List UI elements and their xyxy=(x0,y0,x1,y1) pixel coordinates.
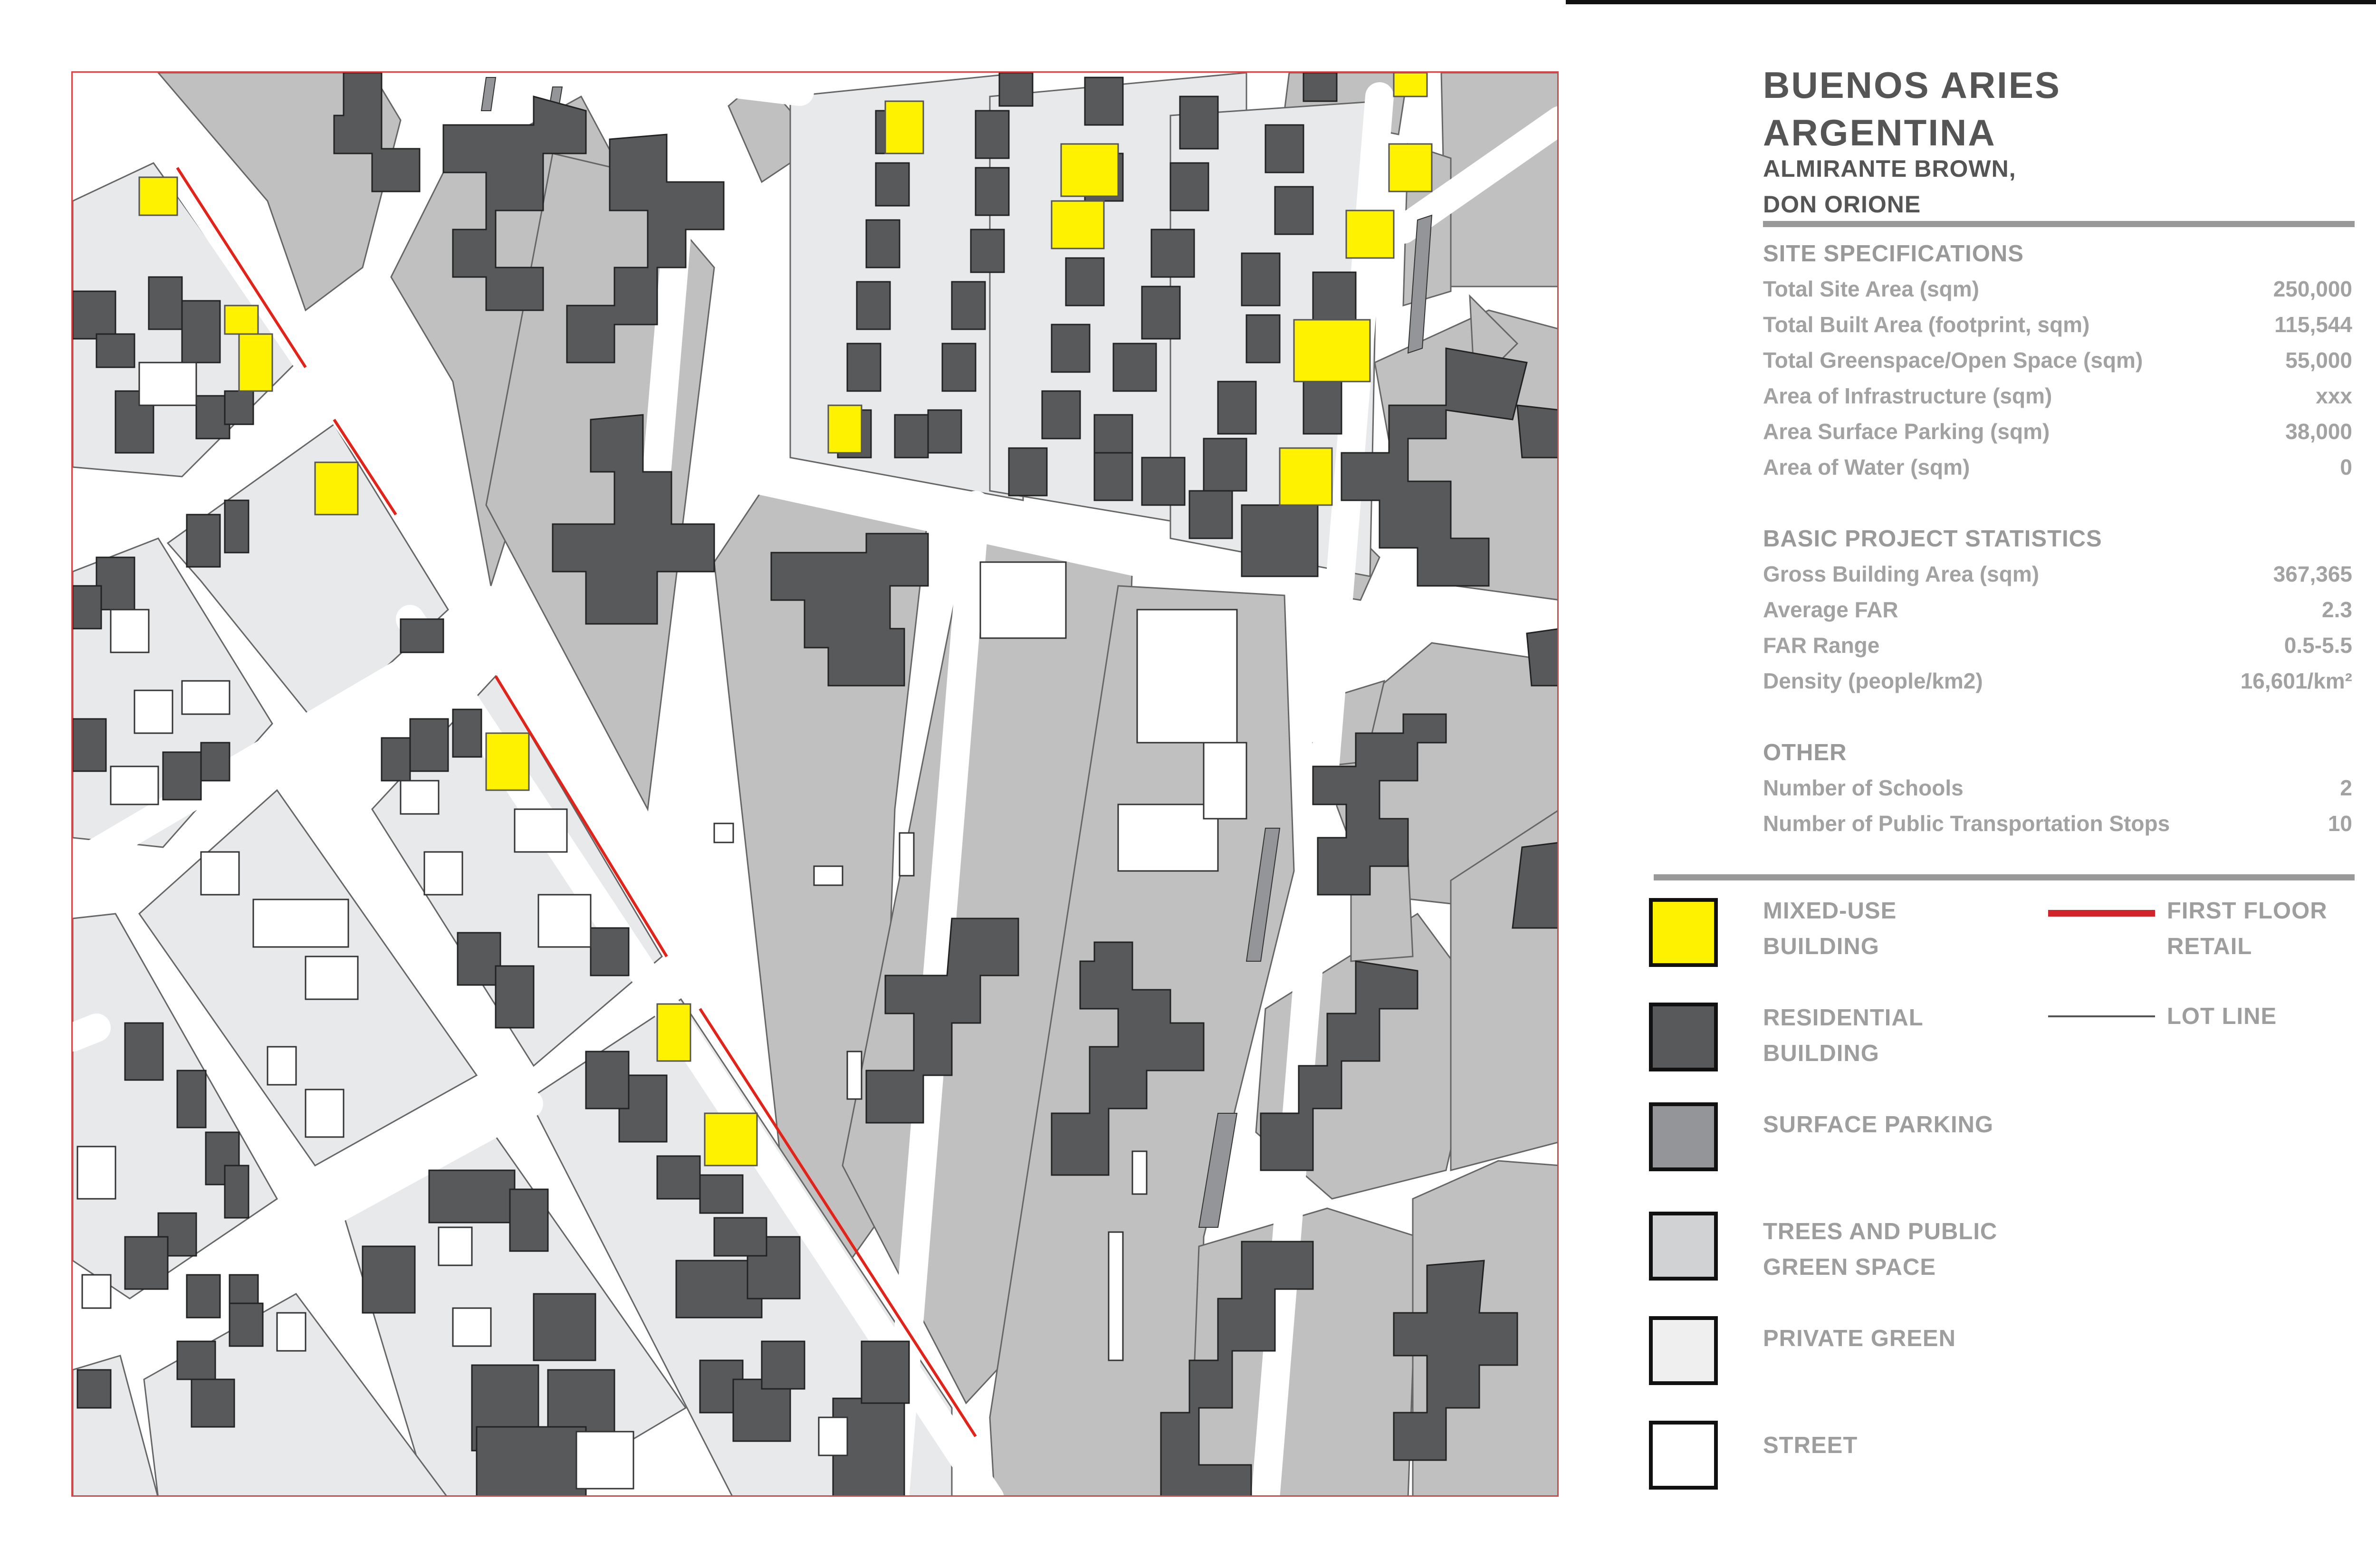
private-green-label: PRIVATE GREEN xyxy=(1763,1326,1956,1351)
spec-value: xxx xyxy=(2316,383,2352,408)
surface-parking-label: SURFACE PARKING xyxy=(1763,1112,1994,1138)
title-country: ARGENTINA xyxy=(1763,112,1996,153)
stat-row xyxy=(1763,563,2352,592)
street-label: STREET xyxy=(1763,1433,1858,1458)
other-value: 2 xyxy=(2340,775,2352,800)
spec-label: Area of Infrastructure (sqm) xyxy=(1763,383,2052,408)
spec-row xyxy=(1763,314,2352,342)
spec-label: Total Built Area (footprint, sqm) xyxy=(1763,312,2090,337)
stat-value: 2.3 xyxy=(2322,597,2352,622)
legend-rule xyxy=(1654,874,2355,880)
title-rule xyxy=(1763,221,2355,227)
stat-label: Density (people/km2) xyxy=(1763,669,1983,693)
stat-value: 0.5-5.5 xyxy=(2284,633,2352,658)
other-row xyxy=(1763,777,2352,805)
other-row xyxy=(1763,813,2352,841)
first-floor-retail-label: FIRST FLOOR RETAIL xyxy=(2167,898,2328,959)
lot-line-label: LOT LINE xyxy=(2167,1004,2277,1029)
stat-label: Average FAR xyxy=(1763,597,1898,622)
spec-value: 55,000 xyxy=(2285,348,2352,373)
surface-parking-swatch xyxy=(1649,1102,1718,1171)
other-label: Number of Public Transportation Stops xyxy=(1763,811,2170,836)
stat-label: FAR Range xyxy=(1763,633,1880,658)
spec-row xyxy=(1763,385,2352,413)
basic-project-statistics-heading: BASIC PROJECT STATISTICS xyxy=(1763,526,2102,552)
subtitle-neighborhood: DON ORIONE xyxy=(1763,191,1921,218)
stat-label: Gross Building Area (sqm) xyxy=(1763,562,2040,586)
spec-row xyxy=(1763,421,2352,449)
spec-label: Total Greenspace/Open Space (sqm) xyxy=(1763,348,2143,373)
stat-row xyxy=(1763,634,2352,663)
spec-row xyxy=(1763,349,2352,378)
stat-row xyxy=(1763,670,2352,698)
other-label: Number of Schools xyxy=(1763,775,1964,800)
legend xyxy=(1649,893,2371,1511)
title-city: BUENOS ARIES xyxy=(1763,64,2061,106)
residential-label: RESIDENTIAL BUILDING xyxy=(1763,1005,1924,1066)
spec-value: 115,544 xyxy=(2274,312,2352,337)
spec-value: 0 xyxy=(2340,455,2352,479)
stat-value: 367,365 xyxy=(2273,562,2352,586)
site-specifications-heading: SITE SPECIFICATIONS xyxy=(1763,241,2024,267)
stat-value: 16,601/km² xyxy=(2240,669,2352,693)
mixed-use-label: MIXED-USE BUILDING xyxy=(1763,898,1897,959)
trees-green-label: TREES AND PUBLIC GREEN SPACE xyxy=(1763,1219,1998,1280)
private-green-swatch xyxy=(1649,1316,1718,1385)
spec-row xyxy=(1763,456,2352,485)
spec-value: 250,000 xyxy=(2273,277,2352,301)
other-value: 10 xyxy=(2328,811,2352,836)
spec-label: Area of Water (sqm) xyxy=(1763,455,1970,479)
spec-row xyxy=(1763,278,2352,306)
stat-row xyxy=(1763,599,2352,627)
spec-label: Area Surface Parking (sqm) xyxy=(1763,419,2050,444)
subtitle-district: ALMIRANTE BROWN, xyxy=(1763,155,2016,182)
other-heading: OTHER xyxy=(1763,740,1847,765)
retail-line-swatch xyxy=(2048,910,2155,917)
spec-label: Total Site Area (sqm) xyxy=(1763,277,1979,301)
site-map xyxy=(71,71,1559,1497)
residential-swatch xyxy=(1649,1003,1718,1071)
trees-green-swatch xyxy=(1649,1212,1718,1281)
street-swatch xyxy=(1649,1421,1718,1490)
info-panel xyxy=(1649,0,2371,1568)
spec-value: 38,000 xyxy=(2285,419,2352,444)
lot-line-swatch xyxy=(2048,1015,2155,1017)
mixed-use-swatch xyxy=(1649,898,1718,967)
